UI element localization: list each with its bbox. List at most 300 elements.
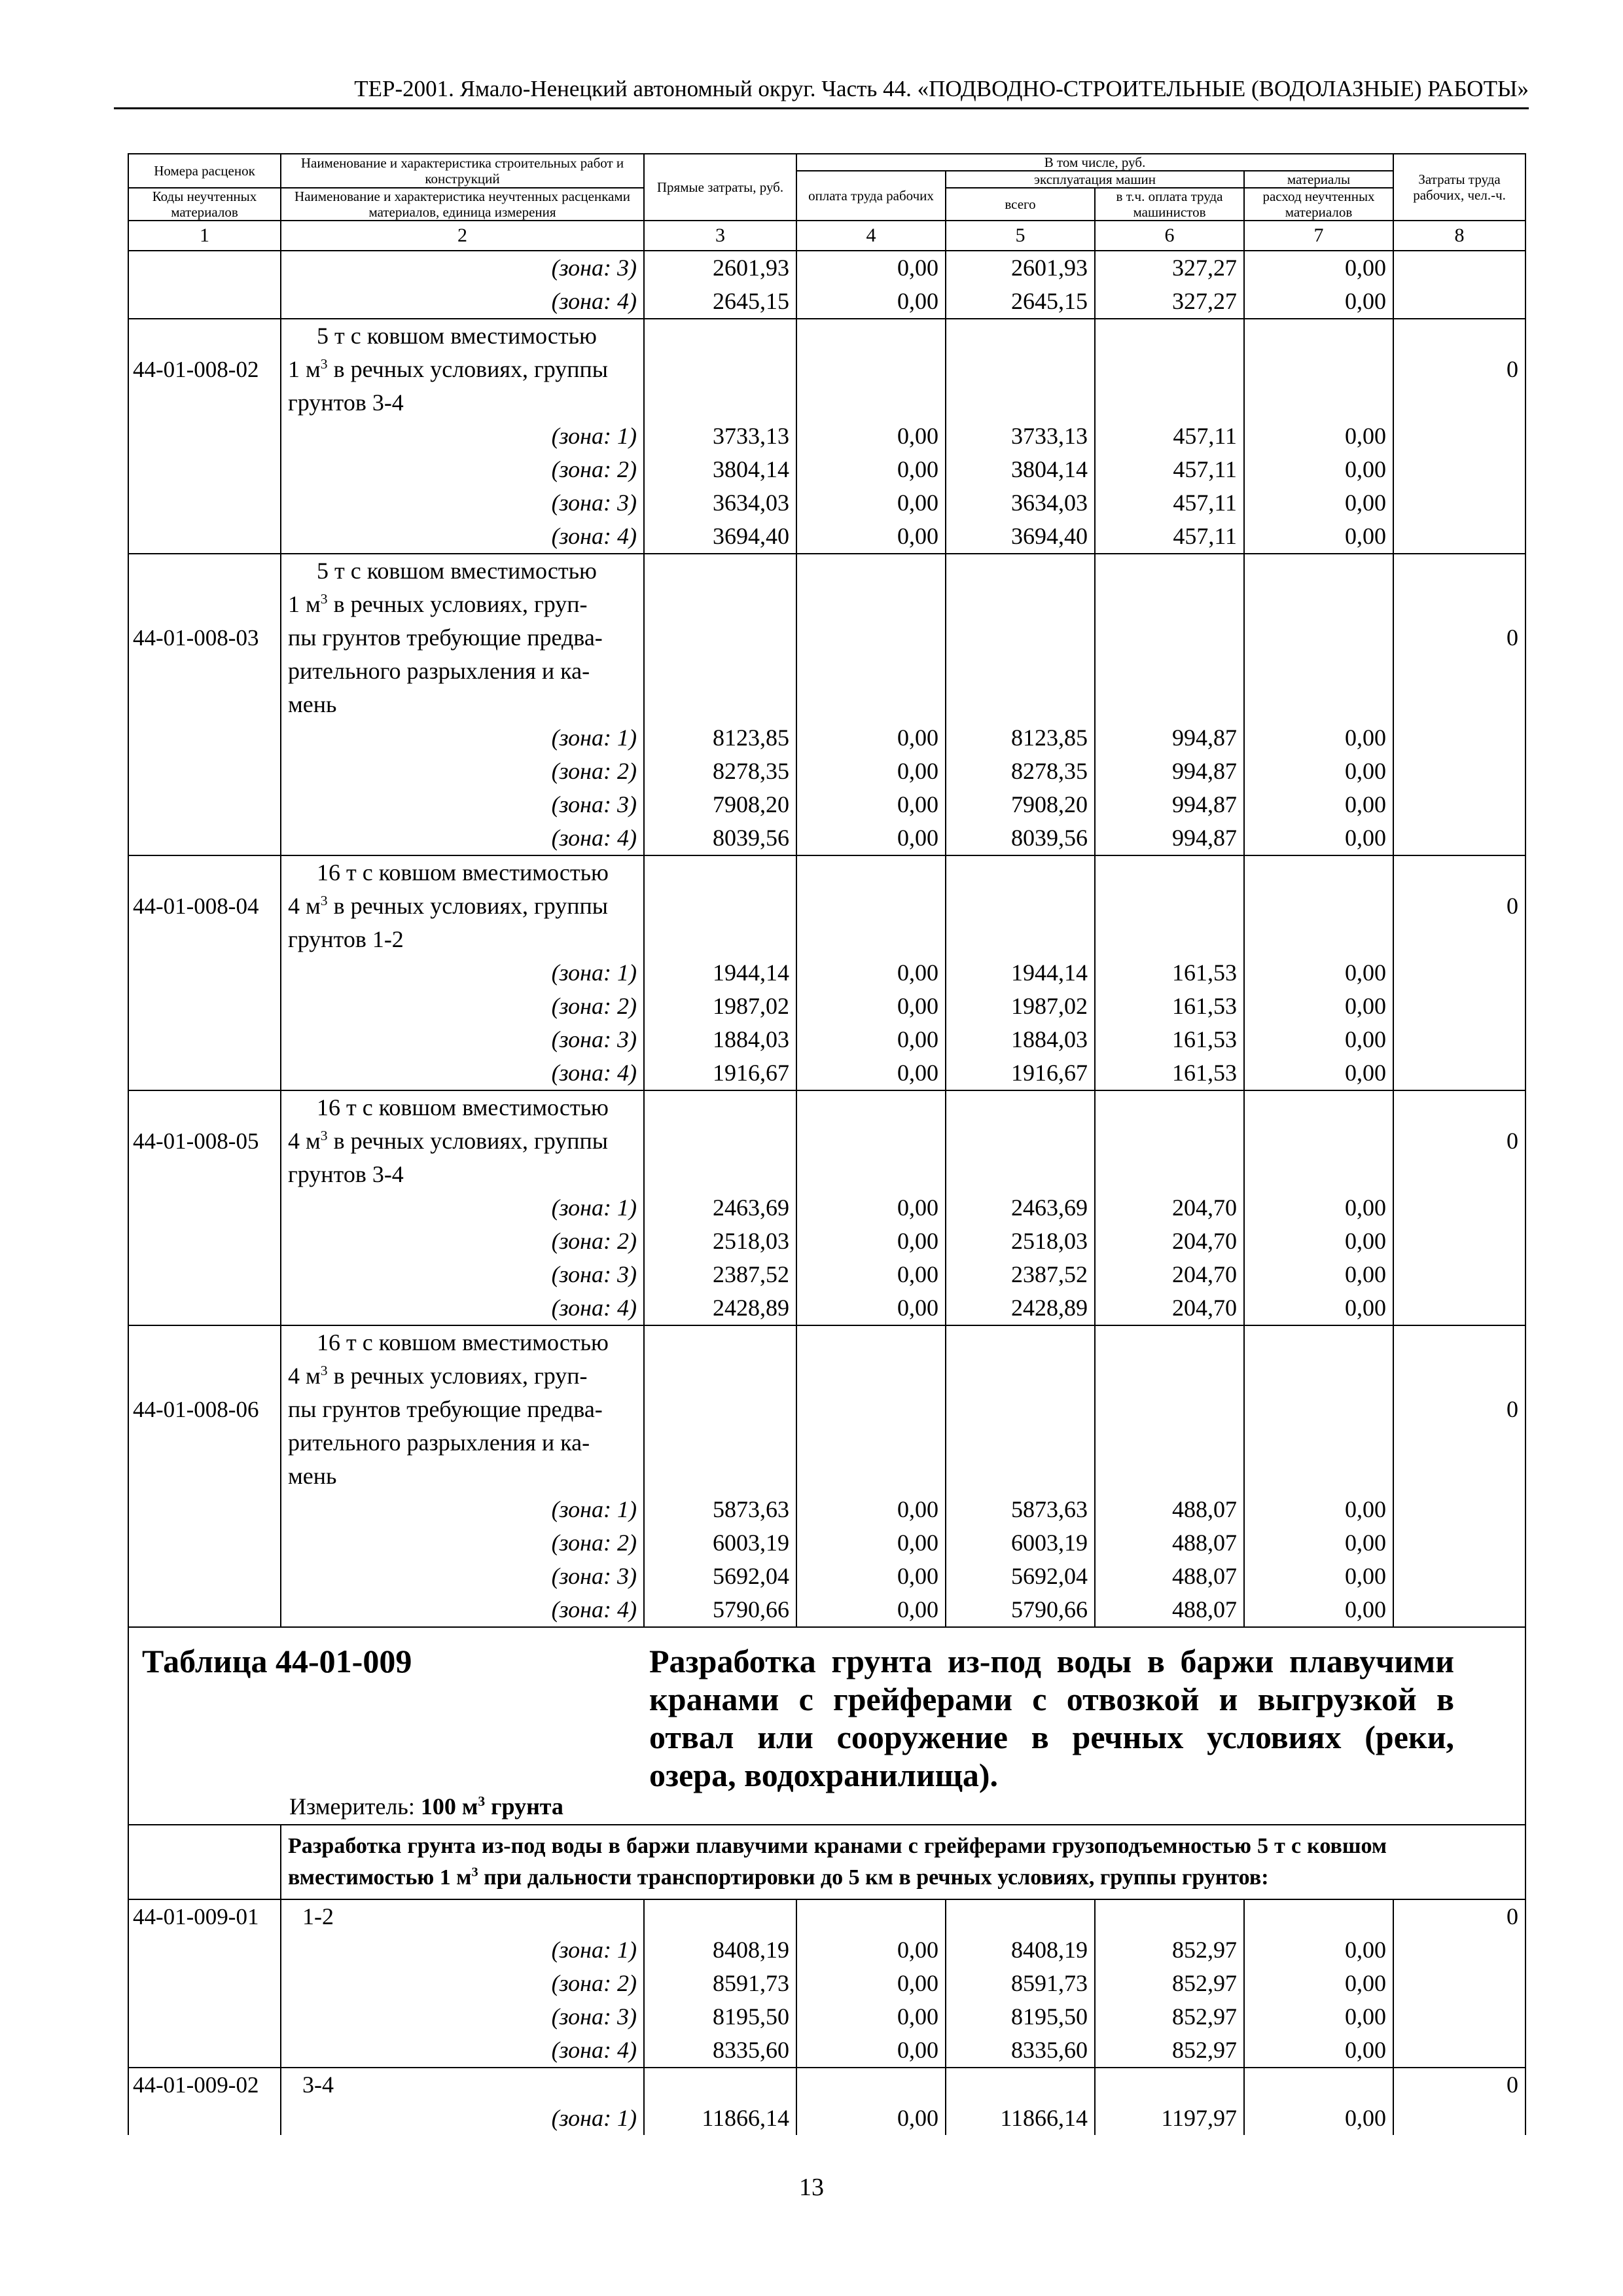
machines-total: 1944,14 — [946, 956, 1095, 990]
zone-label: (зона: 4) — [281, 1056, 644, 1090]
labor-cell — [1393, 2000, 1525, 2034]
machines-total: 3694,40 — [946, 520, 1095, 554]
zone-label: (зона: 3) — [281, 251, 644, 285]
empty-cell — [946, 855, 1095, 956]
work-description — [281, 2068, 644, 2102]
wages-value: 0,00 — [796, 1258, 946, 1291]
machines-total: 2463,69 — [946, 1191, 1095, 1225]
col-machines-total: всего — [946, 188, 1095, 221]
machines-wages: 488,07 — [1095, 1593, 1244, 1627]
empty-cell — [796, 1899, 946, 1933]
machines-wages: 457,11 — [1095, 420, 1244, 453]
materials-value: 0,00 — [1244, 520, 1393, 554]
col-materials: материалы — [1244, 171, 1393, 188]
labor-cell — [1393, 821, 1525, 855]
materials-value: 0,00 — [1244, 788, 1393, 821]
labor-cell — [1393, 2102, 1525, 2135]
machines-wages: 161,53 — [1095, 990, 1244, 1023]
materials-value: 0,00 — [1244, 486, 1393, 520]
zone-label: (зона: 2) — [281, 1526, 644, 1560]
materials-value: 0,00 — [1244, 453, 1393, 486]
rate-code-cell — [128, 486, 281, 520]
labor-cell — [1393, 520, 1525, 554]
machines-wages: 204,70 — [1095, 1191, 1244, 1225]
machines-wages: 994,87 — [1095, 788, 1244, 821]
materials-value: 0,00 — [1244, 1593, 1393, 1627]
empty-cell — [1095, 1090, 1244, 1191]
machines-wages: 457,11 — [1095, 520, 1244, 554]
column-number: 3 — [644, 221, 796, 251]
direct-cost: 8039,56 — [644, 821, 796, 855]
machines-total: 1916,67 — [946, 1056, 1095, 1090]
labor-cell — [1393, 1191, 1525, 1225]
rate-code-cell — [128, 251, 281, 285]
machines-wages: 457,11 — [1095, 486, 1244, 520]
materials-value: 0,00 — [1244, 1967, 1393, 2000]
zone-label: (зона: 1) — [281, 1191, 644, 1225]
rate-code-cell — [128, 453, 281, 486]
table-row — [128, 285, 1525, 319]
rate-code: 44-01-008-05 — [128, 1090, 281, 1191]
rate-code-cell — [128, 1291, 281, 1325]
column-number: 2 — [281, 221, 644, 251]
zone-label: (зона: 1) — [281, 1933, 644, 1967]
rates-table — [128, 153, 1526, 2135]
machines-total: 1987,02 — [946, 990, 1095, 1023]
wages-value: 0,00 — [796, 2102, 946, 2135]
empty-cell — [946, 2068, 1095, 2102]
table-row — [128, 1560, 1525, 1593]
materials-value: 0,00 — [1244, 990, 1393, 1023]
machines-wages: 994,87 — [1095, 821, 1244, 855]
col-code-top: Номера расценок — [128, 154, 281, 188]
rate-code-cell — [128, 2000, 281, 2034]
wages-value: 0,00 — [796, 285, 946, 319]
table-row — [128, 1023, 1525, 1056]
rate-code: 44-01-008-02 — [128, 319, 281, 420]
wages-value: 0,00 — [796, 1933, 946, 1967]
wages-value: 0,00 — [796, 721, 946, 755]
zone-label: (зона: 3) — [281, 1023, 644, 1056]
table-row — [128, 1056, 1525, 1090]
machines-total: 7908,20 — [946, 788, 1095, 821]
empty-cell — [1244, 554, 1393, 721]
labor-value: 0 — [1393, 2068, 1525, 2102]
machines-wages: 327,27 — [1095, 285, 1244, 319]
col-labor: Затраты труда рабочих, чел.-ч. — [1393, 154, 1525, 221]
rate-code-cell — [128, 2102, 281, 2135]
column-number: 8 — [1393, 221, 1525, 251]
machines-total: 2387,52 — [946, 1258, 1095, 1291]
materials-value: 0,00 — [1244, 1258, 1393, 1291]
table-row — [128, 1291, 1525, 1325]
labor-cell — [1393, 1258, 1525, 1291]
materials-value: 0,00 — [1244, 1526, 1393, 1560]
empty-cell — [1244, 319, 1393, 420]
labor-cell — [1393, 1493, 1525, 1526]
meter-value: 100 $м^3$ грунта — [420, 1793, 563, 1820]
wages-value: 0,00 — [796, 520, 946, 554]
direct-cost: 8123,85 — [644, 721, 796, 755]
labor-value: 0 — [1393, 855, 1525, 956]
rate-code-cell — [128, 1056, 281, 1090]
column-numbers-row — [128, 221, 1525, 251]
machines-total: 2645,15 — [946, 285, 1095, 319]
labor-cell — [1393, 1056, 1525, 1090]
machines-total: 8123,85 — [946, 721, 1095, 755]
machines-wages: 161,53 — [1095, 956, 1244, 990]
direct-cost: 2428,89 — [644, 1291, 796, 1325]
labor-cell — [1393, 1225, 1525, 1258]
labor-cell — [1393, 2034, 1525, 2068]
rate-code-cell — [128, 1191, 281, 1225]
machines-total: 8039,56 — [946, 821, 1095, 855]
rate-code: 44-01-008-03 — [128, 554, 281, 721]
direct-cost: 2463,69 — [644, 1191, 796, 1225]
table-row — [128, 721, 1525, 755]
column-number: 6 — [1095, 221, 1244, 251]
table-row — [128, 420, 1525, 453]
work-description-text: 5 т с ковшом вместимостью 1 $м^3$ в речных условиях, груп- пы грунтов требующие предва- рительного разрыхления и ка- мень — [288, 558, 603, 717]
labor-cell — [1393, 721, 1525, 755]
table-row — [128, 486, 1525, 520]
table-row — [128, 2068, 1525, 2102]
materials-value: 0,00 — [1244, 821, 1393, 855]
direct-cost: 2518,03 — [644, 1225, 796, 1258]
wages-value: 0,00 — [796, 1225, 946, 1258]
rate-code-cell — [128, 285, 281, 319]
rate-code-cell — [128, 821, 281, 855]
materials-value: 0,00 — [1244, 755, 1393, 788]
materials-value: 0,00 — [1244, 2102, 1393, 2135]
machines-wages: 161,53 — [1095, 1023, 1244, 1056]
table-row — [128, 1933, 1525, 1967]
empty-cell — [1244, 2068, 1393, 2102]
table-row — [128, 1090, 1525, 1191]
direct-cost: 5692,04 — [644, 1560, 796, 1593]
direct-cost: 1916,67 — [644, 1056, 796, 1090]
column-number: 4 — [796, 221, 946, 251]
labor-cell — [1393, 1291, 1525, 1325]
table-row — [128, 1225, 1525, 1258]
zone-label: (зона: 2) — [281, 453, 644, 486]
empty-cell — [1095, 2068, 1244, 2102]
table-row — [128, 319, 1525, 420]
empty-cell — [644, 855, 796, 956]
labor-cell — [1393, 1933, 1525, 1967]
machines-total: 5692,04 — [946, 1560, 1095, 1593]
empty-cell — [796, 2068, 946, 2102]
labor-value: 0 — [1393, 1325, 1525, 1493]
table-row — [128, 453, 1525, 486]
rate-code-cell — [128, 1225, 281, 1258]
col-machines-wages: в т.ч. оплата труда машинистов — [1095, 188, 1244, 221]
column-number: 1 — [128, 221, 281, 251]
wages-value: 0,00 — [796, 1191, 946, 1225]
zone-label: (зона: 1) — [281, 2102, 644, 2135]
direct-cost: 2601,93 — [644, 251, 796, 285]
rate-code-cell — [128, 1493, 281, 1526]
wages-value: 0,00 — [796, 2000, 946, 2034]
wages-value: 0,00 — [796, 990, 946, 1023]
zone-label: (зона: 1) — [281, 956, 644, 990]
wages-value: 0,00 — [796, 821, 946, 855]
zone-label: (зона: 2) — [281, 1967, 644, 2000]
table-row — [128, 788, 1525, 821]
rate-code-cell — [128, 2034, 281, 2068]
zone-label: (зона: 4) — [281, 2034, 644, 2068]
rate-code-cell — [128, 1560, 281, 1593]
unit-of-measure — [289, 1790, 563, 1823]
labor-value: 0 — [1393, 1899, 1525, 1933]
empty-cell — [946, 1090, 1095, 1191]
direct-cost: 5873,63 — [644, 1493, 796, 1526]
materials-value: 0,00 — [1244, 420, 1393, 453]
table-header — [128, 154, 1525, 251]
empty-cell — [946, 319, 1095, 420]
empty-cell — [796, 1090, 946, 1191]
wages-value: 0,00 — [796, 1560, 946, 1593]
empty-cell — [1095, 554, 1244, 721]
table-title: Разработка грунта из-под воды в баржи плавучими кранами с грейферами с отвозкой и выгрузкой в отвал или сооружение в речных условиях (реки, озера, водохранилища). — [649, 1643, 1454, 1793]
zone-label: (зона: 1) — [281, 721, 644, 755]
materials-value: 0,00 — [1244, 2000, 1393, 2034]
machines-wages: 161,53 — [1095, 1056, 1244, 1090]
direct-cost: 8195,50 — [644, 2000, 796, 2034]
zone-label: (зона: 4) — [281, 1291, 644, 1325]
col-code-bottom: Коды неучтенных материалов — [128, 188, 281, 221]
table-row — [128, 1593, 1525, 1627]
direct-cost: 3804,14 — [644, 453, 796, 486]
empty-cell — [644, 1325, 796, 1493]
machines-total: 8278,35 — [946, 755, 1095, 788]
machines-total: 3634,03 — [946, 486, 1095, 520]
machines-wages: 327,27 — [1095, 251, 1244, 285]
wages-value: 0,00 — [796, 956, 946, 990]
work-description-text: 5 т с ковшом вместимостью 1 $м^3$ в речных условиях, группы грунтов 3-4 — [288, 323, 608, 416]
empty-cell — [1095, 1325, 1244, 1493]
empty-cell — [644, 2068, 796, 2102]
rate-code-cell — [128, 1023, 281, 1056]
rate-code: 44-01-009-02 — [128, 2068, 281, 2102]
wages-value: 0,00 — [796, 486, 946, 520]
col-wages: оплата труда рабочих — [796, 171, 946, 221]
labor-cell — [1393, 1967, 1525, 2000]
materials-value: 0,00 — [1244, 1225, 1393, 1258]
empty-cell — [1244, 1090, 1393, 1191]
table-row — [128, 821, 1525, 855]
work-description-text: 16 т с ковшом вместимостью 4 $м^3$ в речных условиях, группы грунтов 1-2 — [288, 859, 609, 952]
zone-label: (зона: 1) — [281, 420, 644, 453]
machines-total: 2428,89 — [946, 1291, 1095, 1325]
direct-cost: 1944,14 — [644, 956, 796, 990]
table-row — [128, 1967, 1525, 2000]
work-description — [281, 855, 644, 956]
table-body-008 — [128, 251, 1525, 1627]
direct-cost: 2387,52 — [644, 1258, 796, 1291]
table-row — [128, 554, 1525, 721]
zone-label: (зона: 3) — [281, 486, 644, 520]
empty-cell — [946, 1899, 1095, 1933]
empty-cell — [644, 1090, 796, 1191]
labor-value: 0 — [1393, 1090, 1525, 1191]
table-row — [128, 1899, 1525, 1933]
zone-label: (зона: 3) — [281, 1560, 644, 1593]
rate-code: 44-01-008-06 — [128, 1325, 281, 1493]
table-row — [128, 956, 1525, 990]
direct-cost: 6003,19 — [644, 1526, 796, 1560]
meter-label: Измеритель: — [289, 1793, 415, 1820]
machines-wages: 204,70 — [1095, 1258, 1244, 1291]
direct-cost: 7908,20 — [644, 788, 796, 821]
table-row — [128, 855, 1525, 956]
direct-cost: 5790,66 — [644, 1593, 796, 1627]
materials-value: 0,00 — [1244, 721, 1393, 755]
materials-value: 0,00 — [1244, 1191, 1393, 1225]
empty-cell — [796, 1325, 946, 1493]
zone-label: (зона: 4) — [281, 821, 644, 855]
empty-cell — [1244, 855, 1393, 956]
zone-label: (зона: 2) — [281, 755, 644, 788]
page-number: 13 — [799, 2174, 824, 2201]
wages-value: 0,00 — [796, 755, 946, 788]
empty-cell — [1244, 1325, 1393, 1493]
col-machines: эксплуатация машин — [946, 171, 1244, 188]
wages-value: 0,00 — [796, 1967, 946, 2000]
zone-label: (зона: 4) — [281, 520, 644, 554]
wages-value: 0,00 — [796, 1493, 946, 1526]
work-description-text: 1-2 — [302, 1903, 334, 1929]
machines-wages: 852,97 — [1095, 1967, 1244, 2000]
machines-total: 11866,14 — [946, 2102, 1095, 2135]
materials-value: 0,00 — [1244, 285, 1393, 319]
col-name-top: Наименование и характеристика строительных работ и конструкций — [281, 154, 644, 188]
materials-value: 0,00 — [1244, 1056, 1393, 1090]
rate-code-cell — [128, 721, 281, 755]
table-009-heading — [128, 1627, 1525, 1899]
materials-value: 0,00 — [1244, 956, 1393, 990]
direct-cost: 8591,73 — [644, 1967, 796, 2000]
machines-wages: 488,07 — [1095, 1526, 1244, 1560]
direct-cost: 8335,60 — [644, 2034, 796, 2068]
rate-code-cell — [128, 990, 281, 1023]
empty-cell — [644, 554, 796, 721]
labor-cell — [1393, 755, 1525, 788]
column-number: 7 — [1244, 221, 1393, 251]
machines-total: 1884,03 — [946, 1023, 1095, 1056]
zone-label: (зона: 2) — [281, 990, 644, 1023]
work-description-text: 16 т с ковшом вместимостью 4 $м^3$ в речных условиях, груп- пы грунтов требующие предва- рительного разрыхления и ка- мень — [288, 1329, 609, 1489]
table-row — [128, 990, 1525, 1023]
machines-total: 5790,66 — [946, 1593, 1095, 1627]
work-description — [281, 1090, 644, 1191]
work-description — [281, 1325, 644, 1493]
rate-code-cell — [128, 420, 281, 453]
table-body-009 — [128, 1899, 1525, 2135]
zone-label: (зона: 3) — [281, 1258, 644, 1291]
empty-cell — [796, 855, 946, 956]
machines-wages: 488,07 — [1095, 1560, 1244, 1593]
machines-total: 2601,93 — [946, 251, 1095, 285]
machines-total: 6003,19 — [946, 1526, 1095, 1560]
empty-cell — [644, 1899, 796, 1933]
table-row — [128, 1526, 1525, 1560]
empty-cell — [796, 554, 946, 721]
wages-value: 0,00 — [796, 1526, 946, 1560]
zone-label: (зона: 4) — [281, 285, 644, 319]
machines-total: 8591,73 — [946, 1967, 1095, 2000]
table-row — [128, 2102, 1525, 2135]
materials-value: 0,00 — [1244, 2034, 1393, 2068]
direct-cost: 3694,40 — [644, 520, 796, 554]
machines-wages: 204,70 — [1095, 1291, 1244, 1325]
table-label: Таблица 44-01-009 — [142, 1643, 412, 1679]
rate-code-cell — [128, 1967, 281, 2000]
empty-cell — [946, 554, 1095, 721]
machines-wages: 852,97 — [1095, 2034, 1244, 2068]
materials-value: 0,00 — [1244, 251, 1393, 285]
direct-cost: 2645,15 — [644, 285, 796, 319]
rate-code: 44-01-008-04 — [128, 855, 281, 956]
rate-code-cell — [128, 1258, 281, 1291]
table-row — [128, 755, 1525, 788]
col-in-total: В том числе, руб. — [796, 154, 1393, 171]
direct-cost: 8278,35 — [644, 755, 796, 788]
col-name-bottom: Наименование и характеристика неучтенных расценками материалов, единица измерения — [281, 188, 644, 221]
machines-total: 8195,50 — [946, 2000, 1095, 2034]
labor-cell — [1393, 251, 1525, 285]
wages-value: 0,00 — [796, 1023, 946, 1056]
direct-cost: 1987,02 — [644, 990, 796, 1023]
labor-value: 0 — [1393, 319, 1525, 420]
machines-wages: 852,97 — [1095, 2000, 1244, 2034]
machines-total: 8408,19 — [946, 1933, 1095, 1967]
labor-cell — [1393, 285, 1525, 319]
empty-cell — [1244, 1899, 1393, 1933]
wages-value: 0,00 — [796, 1593, 946, 1627]
machines-wages: 852,97 — [1095, 1933, 1244, 1967]
machines-wages: 457,11 — [1095, 453, 1244, 486]
labor-cell — [1393, 453, 1525, 486]
table-row — [128, 520, 1525, 554]
col-materials-consumption: расход неучтенных материалов — [1244, 188, 1393, 221]
direct-cost: 8408,19 — [644, 1933, 796, 1967]
labor-cell — [1393, 788, 1525, 821]
wages-value: 0,00 — [796, 1291, 946, 1325]
wages-value: 0,00 — [796, 788, 946, 821]
work-description-text: 16 т с ковшом вместимостью 4 $м^3$ в речных условиях, группы грунтов 3-4 — [288, 1094, 609, 1187]
labor-cell — [1393, 1526, 1525, 1560]
rate-code-cell — [128, 1933, 281, 1967]
materials-value: 0,00 — [1244, 1493, 1393, 1526]
rate-code-cell — [128, 788, 281, 821]
machines-total: 3804,14 — [946, 453, 1095, 486]
wages-value: 0,00 — [796, 420, 946, 453]
zone-label: (зона: 3) — [281, 2000, 644, 2034]
machines-wages: 994,87 — [1095, 755, 1244, 788]
machines-total: 2518,03 — [946, 1225, 1095, 1258]
section-subheading: Разработка грунта из-под воды в баржи плавучими кранами с грейферами грузоподъемностью 5 т с ковшом вместимостью 1 $м^3$ при дальности транспортировки до 5 км в речных условиях, группы грунтов: — [288, 1834, 1387, 1890]
materials-value: 0,00 — [1244, 1023, 1393, 1056]
wages-value: 0,00 — [796, 453, 946, 486]
materials-value: 0,00 — [1244, 1291, 1393, 1325]
empty-cell — [1095, 855, 1244, 956]
table-row — [128, 1493, 1525, 1526]
work-description — [281, 1899, 644, 1933]
rate-code-cell — [128, 1526, 281, 1560]
labor-cell — [1393, 1023, 1525, 1056]
zone-label: (зона: 2) — [281, 1225, 644, 1258]
